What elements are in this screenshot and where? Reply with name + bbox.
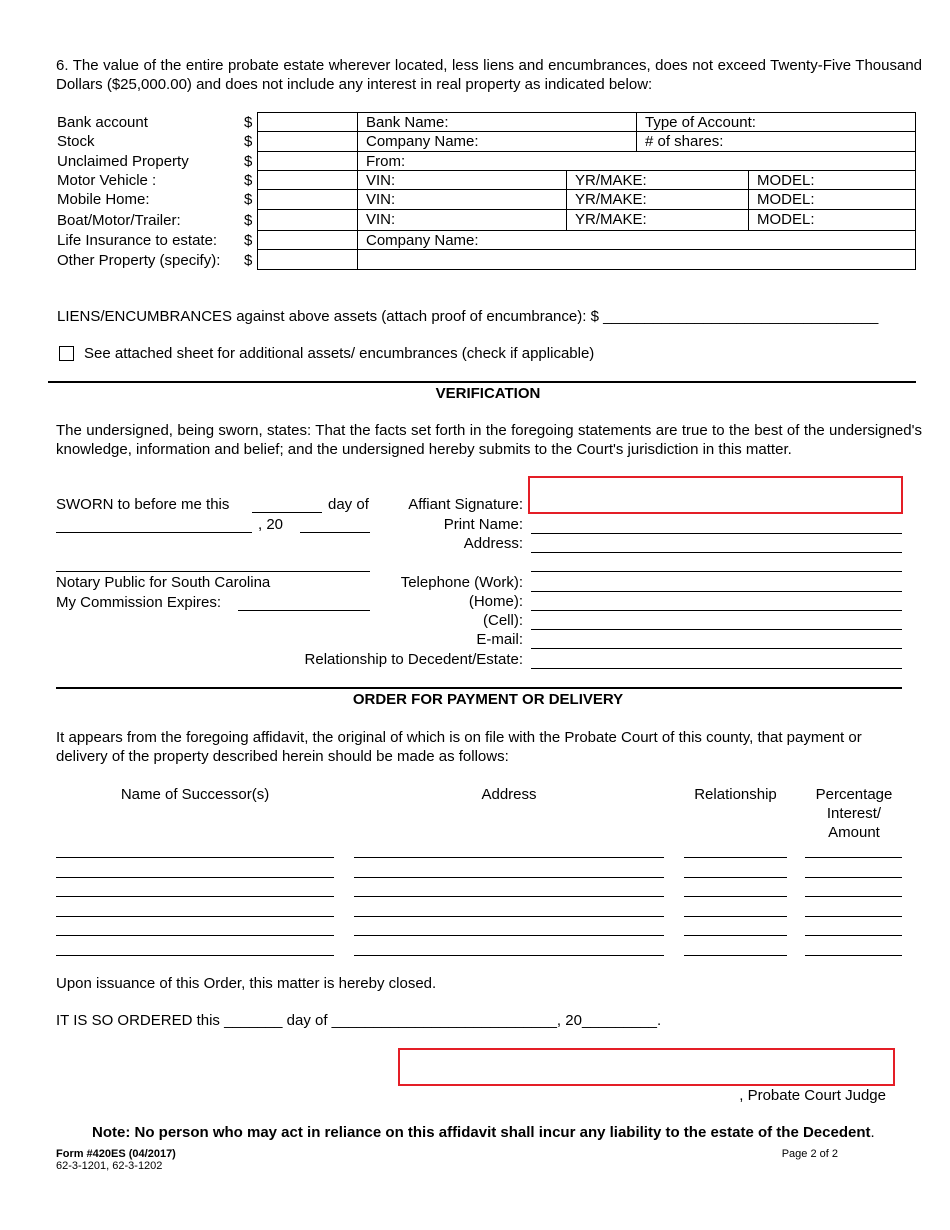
stock-company-label: Company Name: — [366, 133, 479, 150]
attached-sheet-checkbox[interactable] — [59, 346, 74, 361]
commission-expires-field[interactable] — [238, 610, 370, 611]
telephone-cell-field[interactable] — [531, 629, 902, 630]
liability-note-period: . — [870, 1124, 875, 1141]
successor-percentage-field[interactable] — [805, 935, 902, 936]
account-type-label: Type of Account: — [645, 114, 756, 131]
stock-company-field[interactable] — [357, 131, 637, 152]
successor-relationship-field[interactable] — [684, 935, 787, 936]
amount-field-unclaimed[interactable] — [257, 151, 358, 171]
bank-name-label: Bank Name: — [366, 114, 449, 131]
successor-address-field[interactable] — [354, 877, 664, 878]
model-label: MODEL: — [757, 172, 815, 189]
asset-label-bank: Bank account — [57, 114, 148, 131]
statute-citation: 62-3-1201, 62-3-1202 — [56, 1160, 163, 1172]
successor-address-field[interactable] — [354, 935, 664, 936]
amount-field-mobile-home[interactable] — [257, 189, 358, 210]
dollar-sign: $ — [244, 191, 253, 208]
dollar-sign: $ — [244, 153, 253, 170]
address-label: Address: — [463, 535, 523, 552]
vin-label: VIN: — [366, 191, 396, 208]
vehicle-model-field[interactable] — [748, 170, 916, 190]
judge-signature-field[interactable] — [398, 1048, 895, 1086]
email-field[interactable] — [531, 648, 902, 649]
commission-label: My Commission Expires: — [56, 594, 222, 611]
insurance-company-label: Company Name: — [366, 232, 479, 249]
vin-label: VIN: — [366, 172, 396, 189]
vehicle-make-field[interactable] — [566, 170, 749, 190]
liens-line: LIENS/ENCUMBRANCES against above assets (attach proof of encumbrance): $ _________________________________ — [57, 308, 879, 325]
asset-label-mobile-home: Mobile Home: — [57, 191, 150, 208]
asset-label-stock: Stock — [57, 133, 95, 150]
relationship-label: Relationship to Decedent/Estate: — [304, 651, 523, 668]
boat-model-field[interactable] — [748, 209, 916, 231]
successor-name-field[interactable] — [56, 955, 334, 956]
insurance-company-field[interactable] — [357, 230, 916, 250]
successor-percentage-field[interactable] — [805, 857, 902, 858]
mobile-home-vin-field[interactable] — [357, 189, 567, 210]
asset-label-vehicle: Motor Vehicle : — [57, 172, 157, 189]
asset-label-boat: Boat/Motor/Trailer: — [57, 212, 181, 229]
shares-label: # of shares: — [645, 133, 724, 150]
order-paragraph: It appears from the foregoing affidavit, the original of which is on file with the Probate Court of this county, that payment or delivery of the property described herein should be made as follows: — [56, 729, 862, 765]
verification-paragraph: The undersigned, being sworn, states: That the facts set forth in the foregoing statements are true to the best of the undersigned's knowledge, information and belief; and the undersigned hereby submits to the Court's jurisdiction in this matter. — [56, 422, 922, 458]
mobile-home-model-field[interactable] — [748, 189, 916, 210]
sworn-month-field[interactable] — [56, 532, 252, 533]
asset-label-unclaimed: Unclaimed Property — [57, 153, 189, 170]
successor-address-field[interactable] — [354, 857, 664, 858]
dollar-sign: $ — [244, 114, 253, 131]
successor-address-field[interactable] — [354, 916, 664, 917]
telephone-work-label: Telephone (Work): — [400, 574, 523, 591]
page-number: Page 2 of 2 — [781, 1148, 838, 1160]
successor-name-field[interactable] — [56, 857, 334, 858]
dollar-sign: $ — [244, 133, 253, 150]
telephone-home-label: (Home): — [468, 593, 523, 610]
successor-name-field[interactable] — [56, 877, 334, 878]
vin-label: VIN: — [366, 211, 396, 228]
boat-make-field[interactable] — [566, 209, 749, 231]
other-property-field[interactable] — [357, 249, 916, 270]
day-of-label: day of — [328, 496, 369, 513]
yr-make-label: YR/MAKE: — [575, 211, 647, 228]
asset-label-other: Other Property (specify): — [57, 252, 221, 269]
successor-relationship-field[interactable] — [684, 857, 787, 858]
asset-label-life-insurance: Life Insurance to estate: — [57, 232, 218, 249]
successor-relationship-field[interactable] — [684, 896, 787, 897]
successor-relationship-field[interactable] — [684, 955, 787, 956]
affiant-signature-label: Affiant Signature: — [408, 496, 523, 513]
year-prefix: , 20 — [258, 516, 284, 533]
sworn-year-field[interactable] — [300, 532, 370, 533]
amount-field-boat[interactable] — [257, 209, 358, 231]
telephone-cell-label: (Cell): — [483, 612, 523, 629]
section-divider — [48, 381, 916, 383]
unclaimed-from-field[interactable] — [357, 151, 916, 171]
so-ordered-line: IT IS SO ORDERED this _______ day of ___________________________, 20_________. — [56, 1012, 662, 1029]
yr-make-label: YR/MAKE: — [575, 191, 647, 208]
telephone-home-field[interactable] — [531, 610, 902, 611]
liability-note — [92, 1124, 875, 1142]
order-heading: ORDER FOR PAYMENT OR DELIVERY — [352, 691, 624, 708]
yr-make-label: YR/MAKE: — [575, 172, 647, 189]
sworn-day-field[interactable] — [252, 512, 322, 513]
affiant-signature-field[interactable] — [528, 476, 903, 514]
notary-label: Notary Public for South Carolina — [56, 574, 271, 591]
successor-percentage-field[interactable] — [805, 896, 902, 897]
amount-field-life-insurance[interactable] — [257, 230, 358, 250]
model-label: MODEL: — [757, 191, 815, 208]
print-name-label: Print Name: — [443, 516, 523, 533]
model-label: MODEL: — [757, 211, 815, 228]
section-divider — [56, 687, 902, 689]
col-percentage: Percentage Interest/ Amount — [815, 786, 893, 841]
boat-vin-field[interactable] — [357, 209, 567, 231]
mobile-home-make-field[interactable] — [566, 189, 749, 210]
successor-percentage-field[interactable] — [805, 916, 902, 917]
telephone-work-field[interactable] — [531, 591, 902, 592]
dollar-sign: $ — [244, 212, 253, 229]
unclaimed-from-label: From: — [366, 153, 406, 170]
successor-name-field[interactable] — [56, 896, 334, 897]
account-type-field[interactable] — [636, 112, 916, 132]
print-name-field[interactable] — [531, 533, 902, 534]
successor-percentage-field[interactable] — [805, 955, 902, 956]
sworn-label: SWORN to before me this — [56, 496, 230, 513]
successor-relationship-field[interactable] — [684, 877, 787, 878]
successor-relationship-field[interactable] — [684, 916, 787, 917]
dollar-sign: $ — [244, 252, 253, 269]
attached-sheet-label: See attached sheet for additional assets/ encumbrances (check if applicable) — [84, 345, 595, 362]
shares-field[interactable] — [636, 131, 916, 152]
intro-paragraph: 6. The value of the entire probate estate wherever located, less liens and encumbrances, does not exceed Twenty-Five Thousand Dollars ($25,000.00) and does not include any interest in real property as indicated below: — [56, 57, 922, 93]
verification-heading: VERIFICATION — [435, 385, 541, 402]
amount-field-stock[interactable] — [257, 131, 358, 152]
notary-signature-line[interactable] — [56, 571, 370, 572]
dollar-sign: $ — [244, 172, 253, 189]
closed-statement: Upon issuance of this Order, this matter is hereby closed. — [56, 975, 437, 992]
successor-percentage-field[interactable] — [805, 877, 902, 878]
address-field-line-2[interactable] — [531, 571, 902, 572]
email-label: E-mail: — [476, 631, 523, 648]
successor-address-field[interactable] — [354, 896, 664, 897]
amount-field-vehicle[interactable] — [257, 170, 358, 190]
address-field[interactable] — [531, 552, 902, 553]
amount-field-other[interactable] — [257, 249, 358, 270]
vehicle-vin-field[interactable] — [357, 170, 567, 190]
form-number: Form #420ES (04/2017) — [56, 1148, 176, 1160]
bank-name-field[interactable] — [357, 112, 637, 132]
successor-name-field[interactable] — [56, 916, 334, 917]
col-relationship: Relationship — [694, 786, 777, 803]
successor-address-field[interactable] — [354, 955, 664, 956]
amount-field-bank[interactable] — [257, 112, 358, 132]
col-successor-name: Name of Successor(s) — [120, 786, 270, 803]
relationship-field[interactable] — [531, 668, 902, 669]
successor-name-field[interactable] — [56, 935, 334, 936]
liability-note-text: Note: No person who may act in reliance on this affidavit shall incur any liability to the estate of the Decedent — [92, 1124, 871, 1141]
judge-label: , Probate Court Judge — [739, 1087, 886, 1104]
dollar-sign: $ — [244, 232, 253, 249]
col-address: Address — [481, 786, 537, 803]
